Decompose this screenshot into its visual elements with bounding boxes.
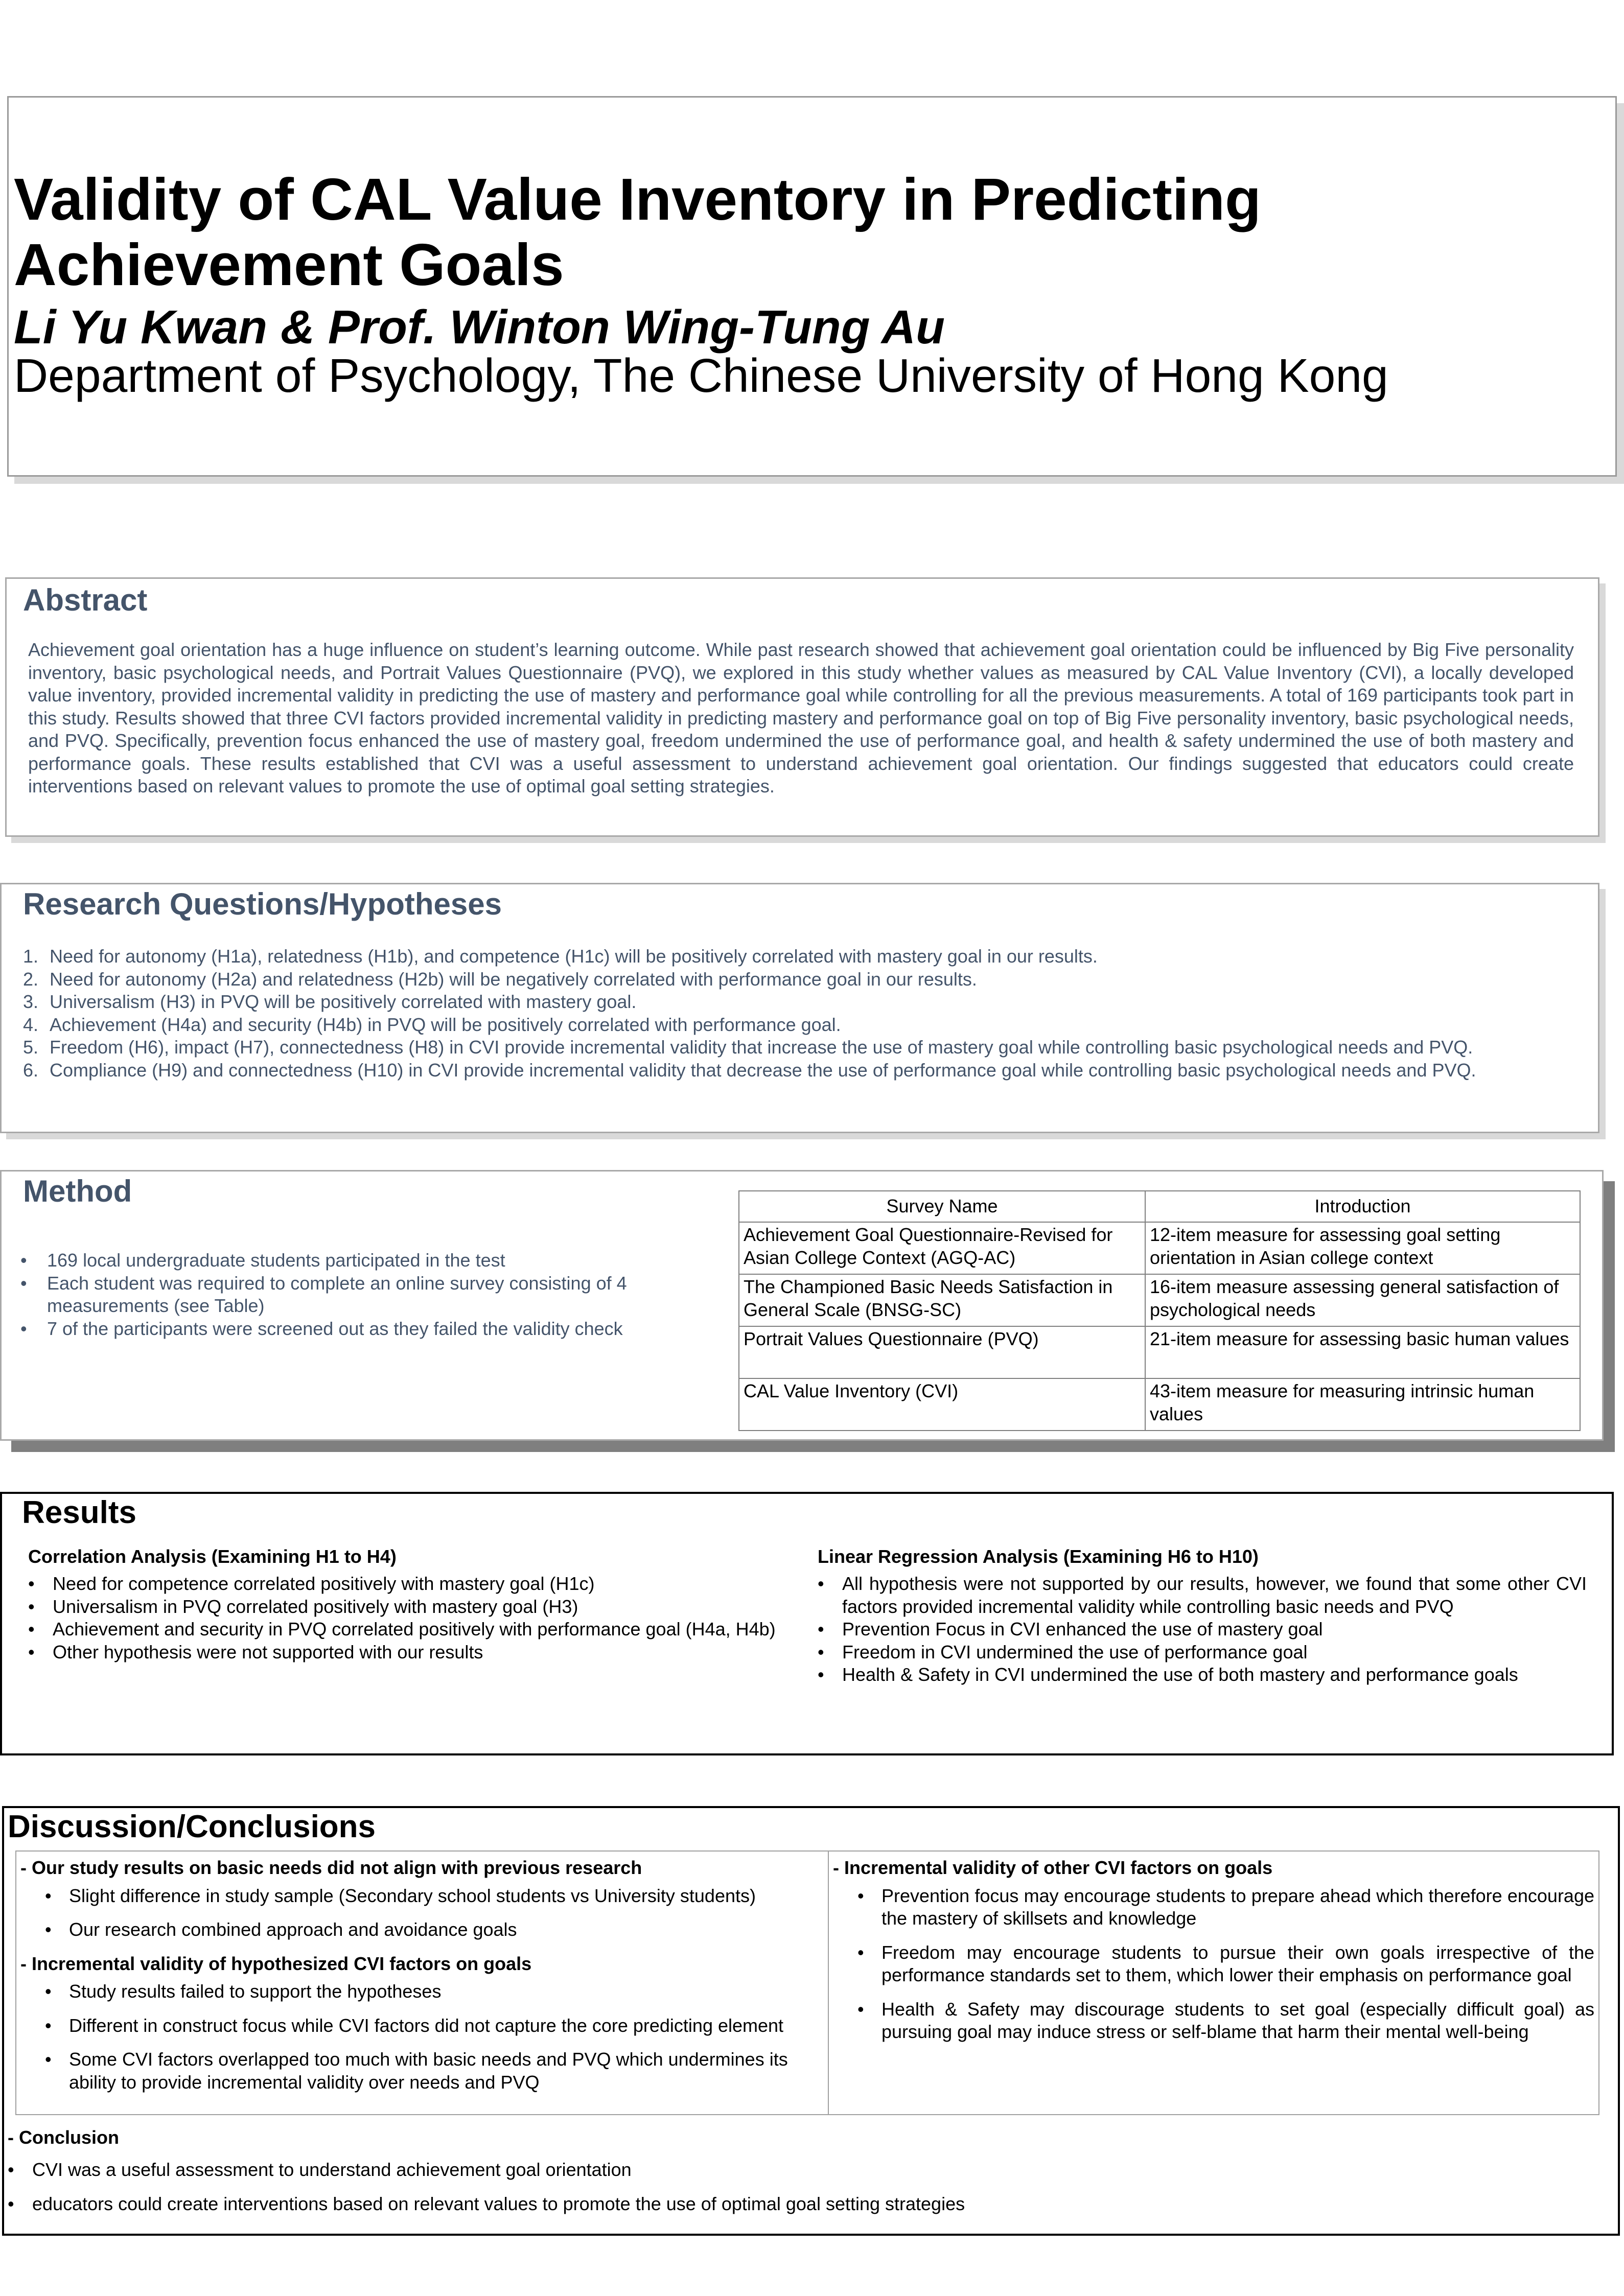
table-cell: 43-item measure for measuring intrinsic human values [1145, 1378, 1580, 1431]
department: Department of Psychology, The Chinese University of Hong Kong [14, 349, 1388, 402]
bullet-icon: • [45, 2014, 52, 2036]
item-number: 2. [23, 968, 39, 990]
item-text: Freedom may encourage students to pursue their own goals irrespective of the performance standards set to them, which lower their emphasis on performance goal [881, 1941, 1594, 1985]
table-cell: The Championed Basic Needs Satisfaction in General Scale (BNSG-SC) [739, 1274, 1145, 1326]
item-text: Slight difference in study sample (Secondary school students vs University students) [69, 1885, 756, 1906]
item-text: Each student was required to complete an online survey consisting of 4 measurements (see Table) [47, 1272, 627, 1316]
item-text: Different in construct focus while CVI factors did not capture the core predicting element [69, 2014, 784, 2036]
list-item [20, 1980, 824, 2003]
list-item [20, 1249, 721, 1272]
bullet-icon: • [818, 1573, 824, 1594]
discussion-list [833, 1885, 1594, 2044]
bullet-icon: • [857, 1998, 864, 2020]
list-item [8, 2193, 1592, 2216]
item-text: Health & Safety may discourage students to set goal (especially difficult goal) as pursuing goal may induce stress or self-blame that harm their mental well-being [881, 1998, 1594, 2042]
survey-table [738, 1190, 1581, 1431]
bullet-icon: • [20, 1318, 27, 1339]
list-item [28, 1573, 825, 1596]
item-text: Prevention focus may encourage students to prepare ahead which therefore encourage the mastery of skillsets and knowledge [881, 1885, 1594, 1929]
item-text: educators could create interventions based on relevant values to promote the use of optimal goal setting strategies [32, 2193, 965, 2214]
table-row [739, 1274, 1580, 1326]
discussion-subheading: - Our study results on basic needs did not align with previous research [20, 1857, 642, 1878]
title-panel [7, 96, 1617, 477]
results-heading: Results [22, 1495, 136, 1530]
item-text: Universalism in PVQ correlated positively with mastery goal (H3) [53, 1596, 578, 1617]
hypotheses-list [23, 945, 1476, 1082]
bullet-icon: • [28, 1619, 35, 1639]
item-text: Some CVI factors overlapped too much with basic needs and PVQ which undermines its ability to provide incremental validity over needs and PVQ [69, 2049, 788, 2093]
table-cell: 12-item measure for assessing goal setting orientation in Asian college context [1145, 1222, 1580, 1274]
list-item [23, 1059, 1476, 1082]
bullet-icon: • [857, 1885, 864, 1906]
list-item [833, 1885, 1594, 1930]
item-number: 1. [23, 946, 39, 967]
table-row [16, 1851, 1599, 2115]
item-text: Prevention Focus in CVI enhanced the use of mastery goal [842, 1619, 1323, 1639]
table-cell: Achievement Goal Questionnaire-Revised for Asian College Context (AGQ-AC) [739, 1222, 1145, 1274]
bullet-icon: • [857, 1941, 864, 1963]
table-cell: 16-item measure assessing general satisfaction of psychological needs [1145, 1274, 1580, 1326]
list-item [20, 1885, 824, 1908]
list-item [818, 1664, 1587, 1686]
bullet-icon: • [20, 1272, 27, 1294]
list-item [23, 968, 1476, 991]
bullet-icon: • [45, 1981, 52, 2002]
item-text: Freedom (H6), impact (H7), connectedness (H8) in CVI provide incremental validity that increase the use of mastery goal while controlling basic psychological needs and PVQ. [50, 1037, 1473, 1058]
list-item [23, 945, 1476, 968]
item-text: CVI was a useful assessment to understand achievement goal orientation [32, 2159, 632, 2180]
item-text: All hypothesis were not supported by our results, however, we found that some other CVI factors provided incremental validity while controlling basic needs and PVQ [842, 1573, 1587, 1617]
discussion-heading: Discussion/Conclusions [8, 1809, 376, 1844]
discussion-list [20, 1980, 824, 2094]
poster-title: Validity of CAL Value Inventory in Predicting Achievement Goals [14, 166, 1261, 298]
item-text: Universalism (H3) in PVQ will be positively correlated with mastery goal. [50, 991, 637, 1012]
table-header: Introduction [1145, 1191, 1580, 1222]
bullet-icon: • [8, 2193, 14, 2214]
regression-heading: Linear Regression Analysis (Examining H6 to H10) [818, 1546, 1259, 1567]
list-item [23, 1014, 1476, 1037]
list-item [20, 1918, 824, 1941]
list-item [28, 1641, 825, 1664]
item-number: 6. [23, 1059, 39, 1081]
list-item [20, 2014, 824, 2037]
list-item [8, 2159, 1592, 2182]
table-header-row [739, 1191, 1580, 1222]
conclusion-heading: - Conclusion [8, 2127, 119, 2148]
item-text: Study results failed to support the hypotheses [69, 1981, 442, 2002]
abstract-text: Achievement goal orientation has a huge influence on student’s learning outcome. While past research showed that achievement goal orientation could be influenced by Big Five personality inventory, basic psychological needs, and Portrait Values Questionnaire (PVQ), we explored in this study whether values as measured by CAL Value Inventory (CVI), a locally developed value inventory, provided incremental validity in predicting the use of mastery and performance goal while controlling for all the previous measurements. A total of 169 participants took part in this study. Results showed that three CVI factors provided incremental validity in predicting mastery and performance goal on top of Big Five personality inventory, basic psychological needs, and PVQ. Specifically, prevention focus enhanced the use of mastery goal, freedom undermined the use of performance goal, and health & safety undermined the use of both mastery and performance goals. These results established that CVI was a useful assessment to understand achievement goal orientation. Our findings suggested that educators could create interventions based on relevant values to promote the use of optimal goal setting strategies. [28, 639, 1574, 796]
list-item [23, 1036, 1476, 1059]
bullet-icon: • [20, 1250, 27, 1271]
correlation-heading: Correlation Analysis (Examining H1 to H4) [28, 1546, 397, 1567]
table-cell: 21-item measure for assessing basic human values [1145, 1326, 1580, 1378]
discussion-left-cell [16, 1851, 828, 2115]
item-number: 4. [23, 1014, 39, 1035]
regression-list [818, 1573, 1587, 1686]
bullet-icon: • [818, 1619, 824, 1639]
item-text: Achievement (H4a) and security (H4b) in PVQ will be positively correlated with performance goal. [50, 1014, 841, 1035]
item-text: Freedom in CVI undermined the use of performance goal [842, 1641, 1308, 1662]
discussion-table [15, 1850, 1599, 2115]
list-item [20, 2048, 824, 2094]
method-heading: Method [23, 1174, 132, 1208]
conclusion-list [8, 2159, 1592, 2227]
item-text: Other hypothesis were not supported with our results [53, 1641, 483, 1662]
table-cell: Portrait Values Questionnaire (PVQ) [739, 1326, 1145, 1378]
discussion-right-cell [828, 1851, 1599, 2115]
list-item [23, 991, 1476, 1014]
item-text: Need for competence correlated positively with mastery goal (H1c) [53, 1573, 595, 1594]
bullet-icon: • [28, 1641, 35, 1662]
authors: Li Yu Kwan & Prof. Winton Wing-Tung Au [14, 300, 945, 354]
abstract-heading: Abstract [23, 583, 148, 617]
item-text: Compliance (H9) and connectedness (H10) in CVI provide incremental validity that decrease the use of performance goal while controlling basic psychological needs and PVQ. [50, 1059, 1476, 1081]
item-text: 169 local undergraduate students participated in the test [47, 1250, 505, 1271]
list-item [28, 1618, 825, 1641]
bullet-icon: • [818, 1664, 824, 1685]
table-cell: CAL Value Inventory (CVI) [739, 1378, 1145, 1431]
item-number: 3. [23, 991, 39, 1012]
item-text: Our research combined approach and avoidance goals [69, 1919, 517, 1940]
bullet-icon: • [28, 1573, 35, 1594]
item-text: Achievement and security in PVQ correlated positively with performance goal (H4a, H4b) [53, 1619, 776, 1639]
bullet-icon: • [45, 1919, 52, 1940]
list-item [818, 1618, 1587, 1641]
item-text: 7 of the participants were screened out as they failed the validity check [47, 1318, 623, 1339]
table-row [739, 1222, 1580, 1274]
list-item [20, 1272, 721, 1318]
research-heading: Research Questions/Hypotheses [23, 887, 502, 921]
table-header: Survey Name [739, 1191, 1145, 1222]
discussion-subheading: - Incremental validity of hypothesized CVI factors on goals [20, 1953, 532, 1974]
item-text: Need for autonomy (H1a), relatedness (H1b), and competence (H1c) will be positively correlated with mastery goal in our results. [50, 946, 1098, 967]
correlation-list [28, 1573, 825, 1664]
list-item [818, 1641, 1587, 1664]
list-item [833, 1941, 1594, 1987]
list-item [833, 1998, 1594, 2044]
item-number: 5. [23, 1037, 39, 1058]
discussion-list [20, 1885, 824, 1941]
bullet-icon: • [45, 2049, 52, 2070]
bullet-icon: • [45, 1885, 52, 1906]
bullet-icon: • [818, 1641, 824, 1662]
method-list [20, 1249, 721, 1340]
bullet-icon: • [8, 2159, 14, 2180]
discussion-subheading: - Incremental validity of other CVI factors on goals [833, 1857, 1273, 1878]
list-item [28, 1596, 825, 1619]
bullet-icon: • [28, 1596, 35, 1617]
item-text: Health & Safety in CVI undermined the use of both mastery and performance goals [842, 1664, 1518, 1685]
list-item [818, 1573, 1587, 1618]
list-item [20, 1318, 721, 1341]
table-row [739, 1326, 1580, 1378]
table-row [739, 1378, 1580, 1431]
item-text: Need for autonomy (H2a) and relatedness (H2b) will be negatively correlated with performance goal in our results. [50, 968, 977, 990]
